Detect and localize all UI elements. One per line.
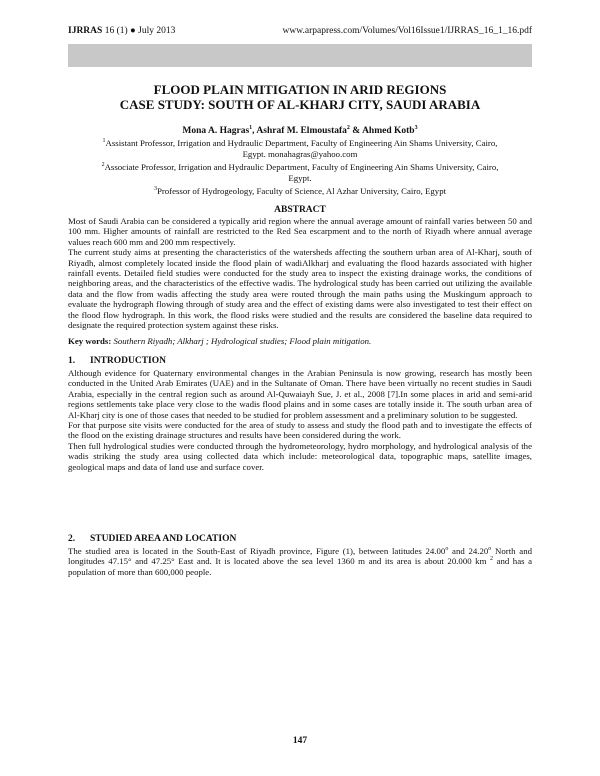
author-2: Ashraf M. Elmoustafa [256, 126, 347, 136]
author-sep-1: , [252, 126, 257, 136]
section-heading-studied-area [68, 534, 236, 544]
affiliation-3 [78, 186, 522, 197]
degree-sup-1: o [445, 546, 449, 553]
abstract-paragraph-1: Most of Saudi Arabia can be considered a typically arid region where the annual average amount of rainfall varies between 50 and 100 mm. Higher amounts of rainfall are restricted to the Red Sea escarpment and to the north of Riyadh where annual average values reach 600 mm and 200 mm respectively. [68, 216, 532, 247]
section-2-number: 2. [68, 534, 76, 544]
title-line-1: FLOOD PLAIN MITIGATION IN ARID REGIONS [153, 82, 447, 97]
author-3-sup: 3 [414, 124, 418, 131]
section-1-title: INTRODUCTION [90, 356, 167, 366]
location-text-4: and has a population of more than 600,000 people. [68, 556, 532, 577]
page-number: 147 [292, 736, 308, 746]
location-text-2: and 24.20 [448, 546, 489, 556]
intro-paragraph-1: Although evidence for Quaternary environmental changes in the Arabian Peninsula is now growing, research has mostly been conducted in the United Arab Emirates (UAE) and in the Sultanate of Oman. There have been virtually no recent studies in Saudi Arabia, especially in the central region such as around Al-Quwaiayh Sue, J. et al., 2008 [7].In some places in arid and semi-arid regions settlements take place very close to the wadis flood plains and in some cases are totally inside it. The south urban area of Al-Kharj city is one of those cases that needed to be studied for problem assessment and a preliminary solution to be suggested. [68, 368, 532, 420]
affiliation-1 [78, 138, 522, 160]
affiliation-3-line-1: Professor of Hydrogeology, Faculty of Science, Al Azhar University, Cairo, Egypt [156, 186, 447, 196]
intro-paragraph-2: For that purpose site visits were conducted for the area of study to assess and study the flood path and to investigate the effects of the flood on the existing drainage structures and results have been considered during the work. [68, 420, 532, 441]
keywords-label: Key words: [68, 336, 112, 346]
affiliation-1-sup: 1 [102, 138, 106, 145]
running-header-journal [68, 26, 175, 36]
square-sup: 2 [489, 556, 493, 563]
affiliation-3-sup: 3 [153, 186, 157, 193]
affiliation-1-line-2: Egypt. monahagras@yahoo.com [242, 149, 358, 159]
paper-title [68, 82, 532, 112]
abstract-heading: ABSTRACT [274, 205, 326, 215]
author-sep-2: & [349, 126, 363, 136]
intro-paragraph-3: Then full hydrological studies were conducted through the hydrometeorology, hydro morphology, and hydrological analysis of the wadis striking the study area using collected data which include: meteorological data, topographic maps, satellite images, geological maps and data of land use and surface cover. [68, 440, 532, 472]
affiliation-2-sup: 2 [101, 162, 105, 169]
abstract-paragraph-2: The current study aims at presenting the characteristics of the watersheds affecting the southern urban area of Al-Kharj, south of Riyadh, almost completely located inside the flood plain of wadiAlkharj and evaluating the flood hazards associated with higher rainfall events. Detailed field studies were conducted for the study area to inspect the existing drainage works, the conditions of neighboring areas, and the characteristics of the effective wadis. The hydrological study has been carried out utilizing the available data and the flow from wadis affecting the study area were routed through the main paths using the Muskingum approach to evaluate the hydrograph flowing through of study area and the effect of existing dams were also investigated to test their effect on the flood flow hydrograph. In this work, the flood risks were studied and the results are considered the baseline data required to designate the required protection system against these risks. [68, 247, 532, 331]
section-2-title: STUDIED AREA AND LOCATION [90, 534, 237, 544]
author-list [68, 126, 532, 136]
journal-issue: 16 (1) ● July 2013 [104, 26, 176, 36]
location-text-1: The studied area is located in the South-East of Riyadh province, Figure (1), between latitudes 24.00 [68, 546, 446, 556]
studied-area-body [68, 546, 532, 577]
keywords-text: Southern Riyadh; Alkharj ; Hydrological studies; Flood plain mitigation. [113, 336, 372, 346]
author-2-sup: 2 [346, 124, 350, 131]
journal-name: IJRRAS [68, 26, 103, 36]
introduction-body [68, 368, 532, 472]
author-1: Mona A. Hagras [182, 126, 250, 136]
degree-sup-2: o [488, 546, 492, 553]
section-heading-introduction [68, 356, 166, 366]
location-text-3: North and longitudes 47.15° and 47.25° East and. It is located above the sea level 1360 m and its area is about 20.000 km [68, 546, 532, 567]
affiliation-2-line-2: Egypt. [288, 173, 312, 183]
affiliation-1-line-1: Assistant Professor, Irrigation and Hydraulic Department, Faculty of Engineering Ain Shams University, Cairo, [105, 138, 498, 148]
affiliation-2 [78, 162, 522, 184]
keywords [68, 336, 532, 346]
header-band [68, 44, 532, 67]
running-header-url: www.arpapress.com/Volumes/Vol16Issue1/IJRRAS_16_1_16.pdf [282, 26, 532, 36]
author-1-sup: 1 [249, 124, 253, 131]
title-line-2: CASE STUDY: SOUTH OF AL-KHARJ CITY, SAUDI ARABIA [119, 97, 481, 112]
affiliation-2-line-1: Associate Professor, Irrigation and Hydraulic Department, Faculty of Engineering Ain Shams University, Cairo, [104, 162, 499, 172]
author-3: Ahmed Kotb [362, 126, 415, 136]
section-1-number: 1. [68, 356, 76, 366]
location-paragraph [68, 546, 532, 577]
abstract-body [68, 216, 532, 330]
